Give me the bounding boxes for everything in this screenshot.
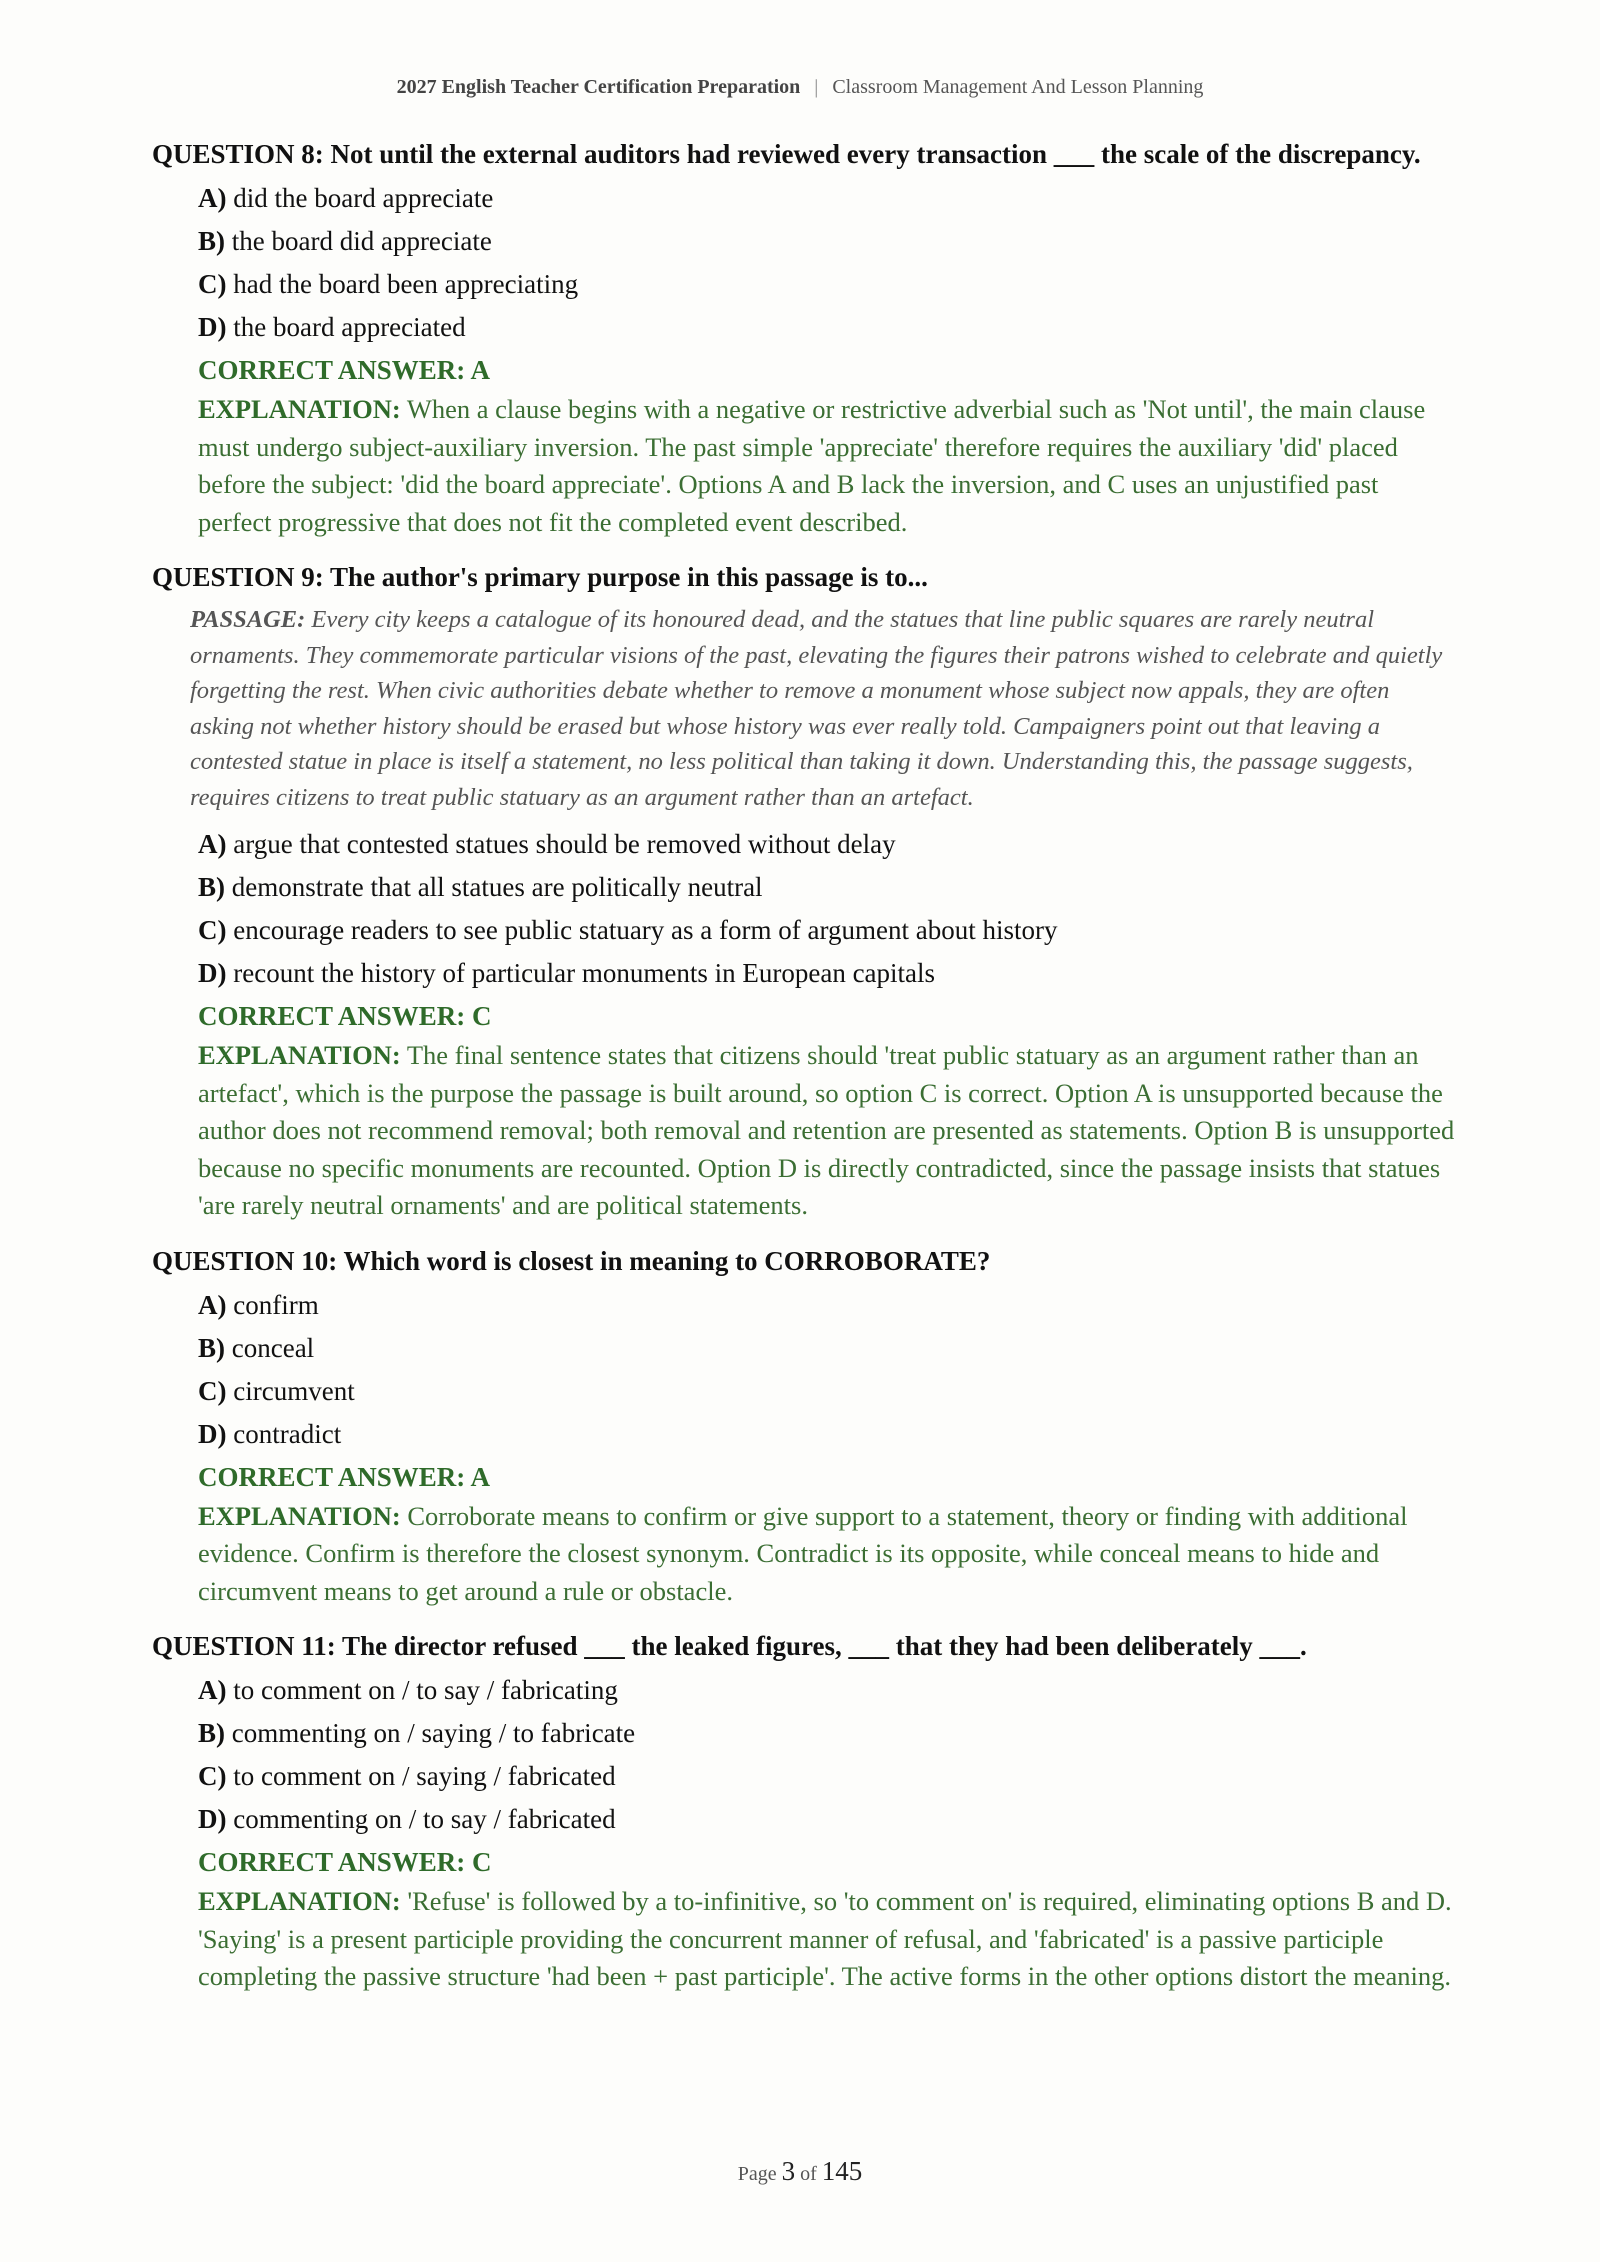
- option-list: [198, 823, 1452, 995]
- option-letter: C): [198, 1375, 227, 1406]
- option-letter: B): [198, 1332, 225, 1363]
- option-letter: D): [198, 1418, 227, 1449]
- question-stem: QUESTION 11: The director refused ___ the leaked figures, ___ that they had been deliberately ___.: [152, 1631, 1307, 1661]
- option-list: [198, 1669, 1452, 1841]
- question-stem: QUESTION 8: Not until the external auditors had reviewed every transaction ___ the scale of the discrepancy.: [152, 139, 1421, 169]
- reading-passage: [190, 602, 1445, 815]
- option-c: [198, 263, 1452, 306]
- option-text: demonstrate that all statues are politically neutral: [231, 872, 763, 902]
- option-letter: C): [198, 915, 227, 945]
- option-letter: A): [198, 183, 227, 213]
- option-text: commenting on / saying / to fabricate: [231, 1718, 636, 1748]
- option-list: [198, 1284, 1452, 1456]
- option-letter: B): [198, 1718, 225, 1748]
- correct-answer: CORRECT ANSWER: A: [198, 355, 491, 385]
- option-letter: C): [198, 1761, 227, 1791]
- option-list: [198, 177, 1452, 349]
- option-letter: D): [198, 958, 227, 988]
- total-pages: 145: [821, 2156, 863, 2186]
- option-d: [198, 1798, 1452, 1841]
- explanation-text: 'Refuse' is followed by a to-infinitive, so 'to comment on' is required, eliminating options B and D. 'Saying' is a present participle providing the concurrent manner of refusal, and 'fabricated' is a passive participle completing the passive structure 'had been + past participle'. The active forms in the other options distort the meaning.: [198, 1886, 1452, 1991]
- option-a: [198, 177, 1452, 220]
- explanation-text: Corroborate means to confirm or give support to a statement, theory or finding with additional evidence. Confirm is therefore the closest synonym. Contradict is its opposite, while conceal means to hide and circumvent means to get around a rule or obstacle.: [198, 1500, 1408, 1606]
- page-content: [152, 136, 1455, 2014]
- question-10: [152, 1243, 1452, 1611]
- page-word: Page: [737, 2163, 777, 2185]
- explanation: [198, 1037, 1458, 1225]
- option-text: conceal: [231, 1332, 315, 1363]
- option-text: had the board been appreciating: [233, 269, 579, 299]
- explanation: [198, 1883, 1458, 1996]
- passage-label: PASSAGE:: [190, 606, 306, 633]
- explanation-label: EXPLANATION:: [198, 1886, 401, 1916]
- option-c: [198, 909, 1452, 952]
- question-11: [152, 1628, 1452, 1996]
- option-text: circumvent: [233, 1375, 355, 1406]
- option-a: [198, 823, 1452, 866]
- option-text: encourage readers to see public statuary as a form of argument about history: [233, 915, 1058, 945]
- question-8: [152, 136, 1452, 541]
- option-d: [198, 306, 1452, 349]
- explanation: [198, 1498, 1458, 1611]
- option-text: to comment on / to say / fabricating: [233, 1675, 618, 1705]
- option-text: the board appreciated: [233, 312, 466, 342]
- explanation-text: When a clause begins with a negative or restrictive adverbial such as 'Not until', the main clause must undergo subject-auxiliary inversion. The past simple 'appreciate' therefore requires the auxiliary 'did' placed before the subject: 'did the board appreciate'. Options A and B lack the inversion, and C uses an unjustified past perfect progressive that does not fit the completed event described.: [198, 394, 1426, 537]
- option-letter: A): [198, 829, 227, 859]
- option-d: [198, 952, 1452, 995]
- question-stem: QUESTION 10: Which word is closest in meaning to CORROBORATE?: [152, 1245, 991, 1276]
- option-text: did the board appreciate: [233, 183, 494, 213]
- correct-answer: CORRECT ANSWER: A: [198, 1461, 491, 1492]
- of-word: of: [800, 2163, 817, 2185]
- option-d: [198, 1413, 1452, 1456]
- option-text: the board did appreciate: [231, 226, 492, 256]
- option-text: confirm: [233, 1289, 319, 1320]
- page-footer: [0, 2156, 1600, 2187]
- option-c: [198, 1370, 1452, 1413]
- header-section-title: Classroom Management And Lesson Planning: [832, 76, 1204, 98]
- option-text: argue that contested statues should be removed without delay: [233, 829, 896, 859]
- page-number: 3: [781, 2156, 796, 2186]
- question-stem: QUESTION 9: The author's primary purpose in this passage is to...: [152, 562, 928, 592]
- option-text: commenting on / to say / fabricated: [233, 1804, 616, 1834]
- option-letter: C): [198, 269, 227, 299]
- option-letter: D): [198, 1804, 227, 1834]
- option-letter: B): [198, 226, 225, 256]
- option-b: [198, 220, 1452, 263]
- passage-text: Every city keeps a catalogue of its honoured dead, and the statues that line public squares are rarely neutral ornaments. They commemorate particular visions of the past, elevating the figures their patrons wished to celebrate and quietly forgetting the rest. When civic authorities debate whether to remove a monument whose subject now appals, they are often asking not whether history should be erased but whose history was ever really told. Campaigners point out that leaving a contested statue in place is itself a statement, no less political than taking it down. Understanding this, the passage suggests, requires citizens to treat public statuary as an argument rather than an artefact.: [190, 606, 1443, 811]
- option-b: [198, 866, 1452, 909]
- explanation-label: EXPLANATION:: [198, 1500, 401, 1531]
- option-text: to comment on / saying / fabricated: [233, 1761, 616, 1791]
- option-letter: B): [198, 872, 225, 902]
- explanation-label: EXPLANATION:: [198, 394, 401, 424]
- option-letter: A): [198, 1289, 227, 1320]
- option-b: [198, 1327, 1452, 1370]
- option-a: [198, 1669, 1452, 1712]
- question-9: [152, 559, 1455, 1225]
- header-document-title: 2027 English Teacher Certification Preparation: [396, 76, 801, 98]
- explanation-label: EXPLANATION:: [198, 1040, 401, 1070]
- explanation: [198, 391, 1458, 541]
- option-text: recount the history of particular monuments in European capitals: [233, 958, 936, 988]
- option-c: [198, 1755, 1452, 1798]
- correct-answer: CORRECT ANSWER: C: [198, 1001, 492, 1031]
- explanation-text: The final sentence states that citizens should 'treat public statuary as an argument rather than an artefact', which is the purpose the passage is built around, so option C is correct. Option A is unsupported because the author does not recommend removal; both removal and retention are presented as statements. Option B is unsupported because no specific monuments are recounted. Option D is directly contradicted, since the passage insists that statues 'are rarely neutral ornaments' and are political statements.: [198, 1040, 1455, 1220]
- option-letter: A): [198, 1675, 227, 1705]
- option-letter: D): [198, 312, 227, 342]
- page-header: [0, 76, 1600, 99]
- option-a: [198, 1284, 1452, 1327]
- header-separator: |: [814, 76, 819, 98]
- option-text: contradict: [233, 1418, 342, 1449]
- correct-answer: CORRECT ANSWER: C: [198, 1847, 492, 1877]
- option-b: [198, 1712, 1452, 1755]
